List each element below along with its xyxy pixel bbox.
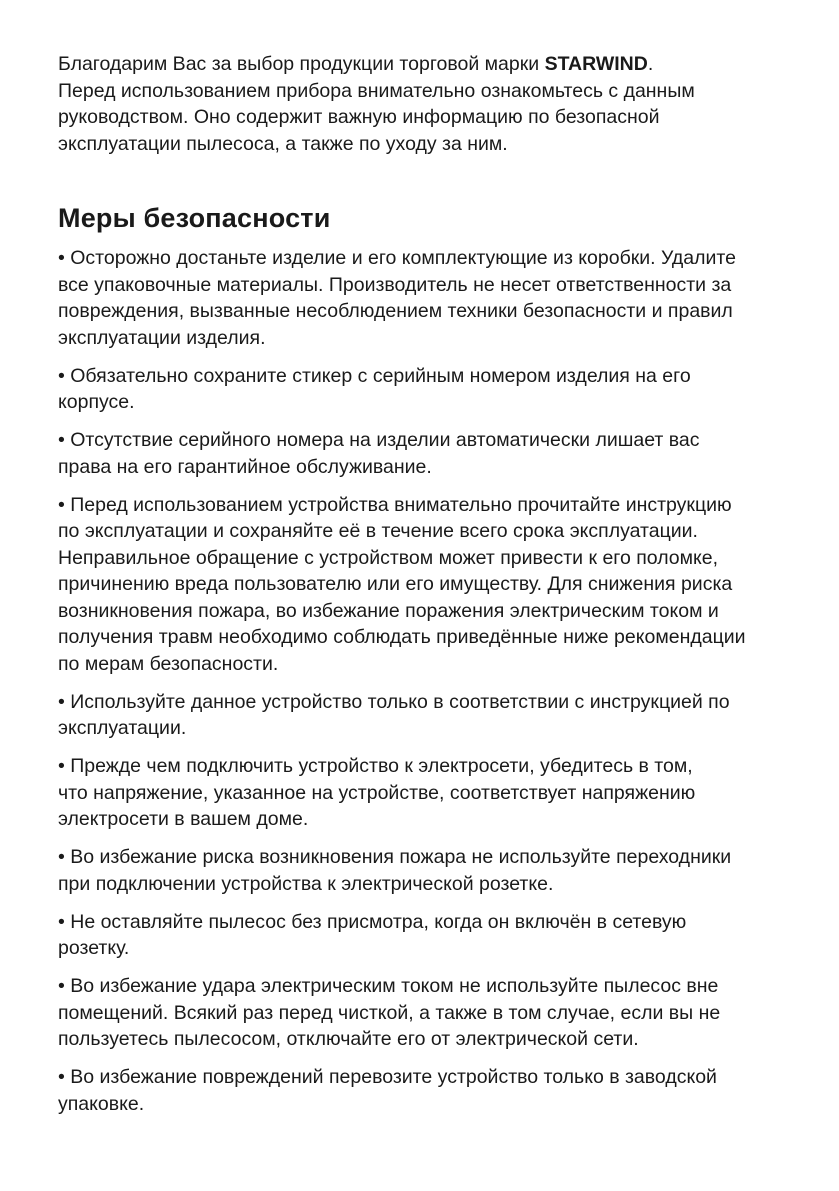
safety-rule: • Прежде чем подключить устройство к электросети, убедитесь в том, что напряжение, указанное на устройстве, соответствует напряжению электросети в вашем доме. [58, 755, 696, 830]
brand-name: STARWIND [544, 53, 648, 75]
intro-paragraph [58, 51, 783, 157]
safety-rule: • Отсутствие серийного номера на изделии автоматически лишает вас права на его гарантийное обслуживание. [58, 429, 700, 478]
safety-rule: • Осторожно достаньте изделие и его комплектующие из коробки. Удалите все упаковочные материалы. Производитель не несет ответственности за повреждения, вызванные несоблюдением техники безопасности и правил эксплуатации изделия. [58, 247, 736, 349]
safety-rule: • Во избежание удара электрическим током не используйте пылесос вне помещений. Всякий раз перед чисткой, а также в том случае, если вы не пользуетесь пылесосом, отключайте его от электрической сети. [58, 975, 721, 1050]
intro-line: Перед использованием прибора внимательно ознакомьтесь с данным [58, 79, 695, 102]
safety-rule: • Используйте данное устройство только в соответствии с инструкцией по эксплуатации. [58, 690, 730, 739]
safety-rule: • Обязательно сохраните стикер с серийным номером изделия на его корпусе. [58, 364, 691, 413]
safety-rule: • Не оставляйте пылесос без присмотра, когда он включён в сетевую розетку. [58, 910, 687, 959]
safety-rule: • Во избежание повреждений перевозите устройство только в заводской упаковке. [58, 1066, 717, 1115]
intro-line: Благодарим Вас за выбор продукции торговой марки STARWIND. [58, 53, 654, 75]
intro-line: эксплуатации пылесоса, а также по уходу за ним. [58, 132, 508, 155]
safety-rule: • Перед использованием устройства внимательно прочитайте инструкцию по эксплуатации и сохраняйте её в течение всего срока эксплуатации. Неправильное обращение с устройством может привести к его поломке, причинению вреда пользователю или его имуществу. Для снижения риска возникновения пожара, во избежание поражения электрическим током и получения травм необходимо соблюдать приведённые ниже рекомендации по мерам безопасности. [58, 493, 746, 675]
intro-line: руководством. Оно содержит важную информацию по безопасной [58, 106, 660, 128]
safety-rules-list [58, 245, 783, 1117]
section-title: Меры безопасности [58, 203, 331, 233]
manual-page [58, 51, 783, 1129]
safety-rule: • Во избежание риска возникновения пожара не используйте переходники при подключении устройства к электрической розетке. [58, 846, 732, 895]
